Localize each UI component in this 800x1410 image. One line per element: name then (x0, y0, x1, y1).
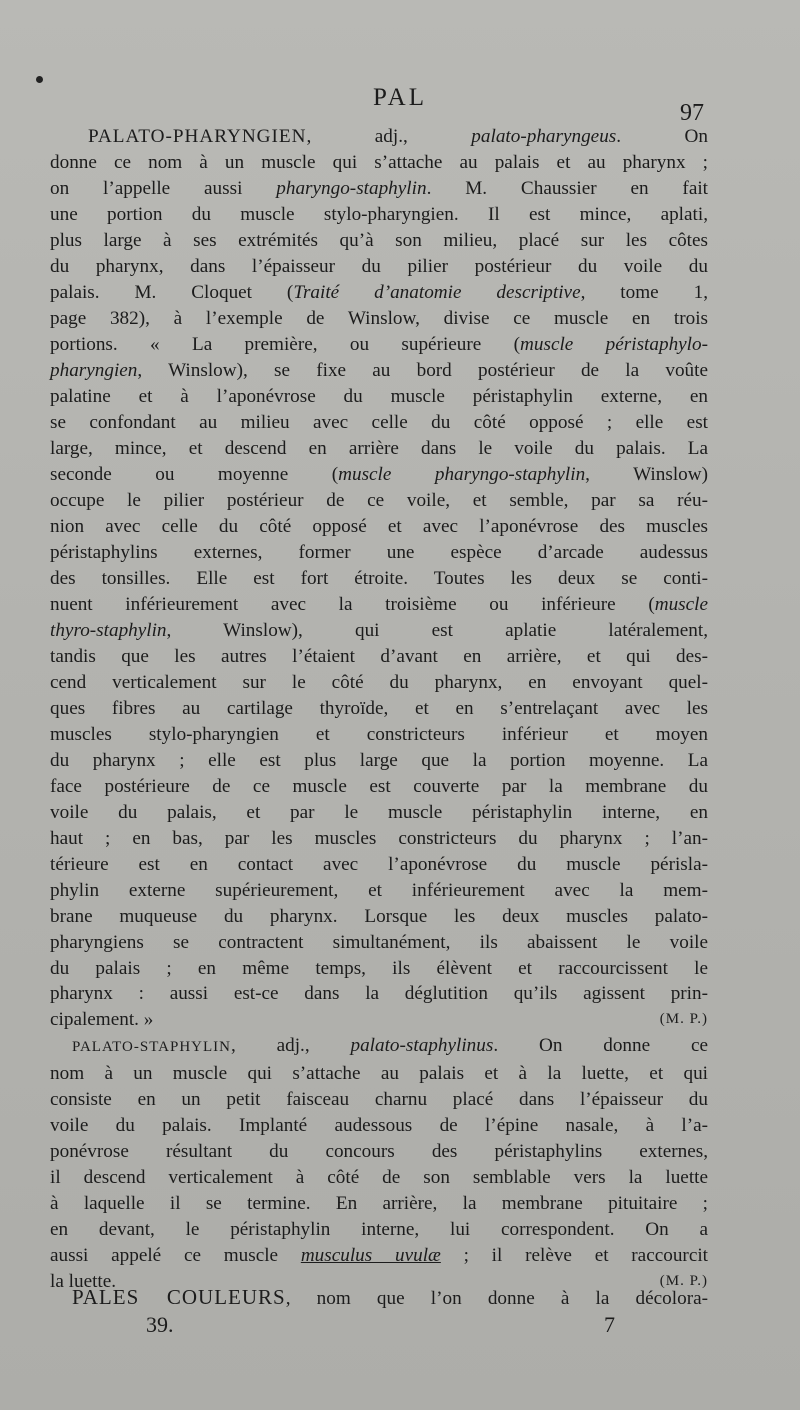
text-line (50, 176, 708, 202)
text-run: muscles stylo-pharyngien et constricteurs inférieur et moyen (50, 723, 708, 745)
text-line (50, 800, 708, 826)
text-line (50, 592, 708, 618)
text-run: palatine et à l’aponévrose du muscle péristaphylin externe, en (50, 385, 708, 407)
text-run: voile du palais. Implanté audessous de l’épine nasale, à l’a- (50, 1115, 708, 1137)
text-line (50, 722, 708, 748)
text-run: , adj., (230, 1035, 351, 1057)
text-line (50, 1007, 708, 1033)
text-line (50, 462, 708, 488)
italic-term: Traité d’anatomie descriptive (293, 281, 581, 303)
text-run: nom à un muscle qui s’attache au palais et à la luette, et qui (50, 1063, 708, 1085)
text-run: du palais ; en même temps, ils élèvent et raccourcissent le (50, 957, 708, 979)
text-run: phylin externe supérieurement, et inférieurement avec la mem- (50, 879, 708, 901)
text-line (50, 774, 708, 800)
text-run: haut ; en bas, par les muscles constricteurs du pharynx ; l’an- (50, 827, 708, 849)
text-run: pharynx : aussi est-ce dans la déglutition qu’ils agissent prin- (50, 983, 708, 1005)
entry-palato-pharyngien (50, 124, 708, 1033)
text-run: seconde ou moyenne ( (50, 463, 339, 485)
text-run: portions. « La première, ou supérieure ( (50, 333, 521, 355)
text-run: face postérieure de ce muscle est couverte par la membrane du (50, 775, 708, 797)
text-line (50, 618, 708, 644)
entry-headword: PALATO-STAPHYLIN (72, 1039, 231, 1056)
text-run: du pharynx, dans l’épaisseur du pilier postérieur du voile du (50, 255, 708, 277)
italic-term: musculus uvulæ (300, 1245, 441, 1267)
italic-term: palato-pharyngeus (471, 126, 617, 147)
text-run: ques fibres au cartilage thyroïde, et en s’entrelaçant avec les (50, 697, 708, 719)
text-line (50, 748, 708, 774)
text-run: nion avec celle du côté opposé et avec l’aponévrose des muscles (50, 515, 708, 537)
text-run: la luette. (50, 1271, 117, 1293)
italic-term: muscle pharyngo-staphylin (338, 463, 586, 485)
text-run: des tonsilles. Elle est fort étroite. Toutes les deux se conti- (50, 567, 708, 589)
text-line (50, 150, 708, 176)
entry-palato-staphylin (50, 1033, 708, 1295)
text-run: ponévrose résultant du concours des péristaphylins externes, (50, 1141, 708, 1163)
page-number: 97 (680, 100, 704, 126)
entry-line (50, 1284, 708, 1312)
text-line (50, 410, 708, 436)
text-line (50, 514, 708, 540)
text-run: cend verticalement sur le côté du pharynx, en envoyant quel- (50, 671, 708, 693)
text-run: , Winslow), qui est aplatie latéralement, (166, 619, 708, 641)
text-run: brane muqueuse du pharynx. Lorsque les deux muscles palato- (50, 905, 708, 927)
text-line (50, 904, 708, 930)
text-run: , adj., (306, 126, 472, 147)
text-run: ; il relève et raccourcit (440, 1245, 708, 1267)
text-line (50, 1165, 708, 1191)
text-line (50, 566, 708, 592)
text-line (50, 254, 708, 280)
text-run: plus large à ses extrémités qu’à son milieu, placé sur les côtes (50, 229, 708, 251)
text-run: se confondant au milieu avec celle du côté opposé ; elle est (50, 411, 708, 433)
signature-mark: 39. (146, 1312, 174, 1337)
italic-term: thyro-staphylin (50, 619, 167, 641)
text-line (50, 878, 708, 904)
text-line (50, 384, 708, 410)
text-run: il descend verticalement à côté de son semblable vers la luette (50, 1167, 708, 1189)
text-run: à laquelle il se termine. En arrière, la membrane pituitaire ; (50, 1193, 708, 1215)
text-run: . On donne ce (493, 1035, 708, 1057)
entry-headword: PALES COULEURS (72, 1285, 286, 1309)
text-run: péristaphylins externes, former une espèce d’arcade audessus (50, 541, 708, 563)
text-line (50, 358, 708, 384)
text-line (50, 228, 708, 254)
text-line (50, 930, 708, 956)
italic-term: muscle péristaphylo- (520, 333, 708, 355)
entry-text: , nom que l’on donne à la décolora- (285, 1288, 708, 1309)
text-line (50, 1087, 708, 1113)
text-line (50, 202, 708, 228)
text-run: en devant, le péristaphylin interne, lui correspondent. On a (50, 1219, 708, 1241)
text-line (50, 332, 708, 358)
dictionary-text (50, 124, 708, 1295)
text-run: , Winslow), se fixe au bord postérieur de la voûte (137, 359, 708, 381)
text-run: aussi appelé ce muscle (50, 1245, 301, 1267)
text-line (50, 1061, 708, 1087)
text-run: nuent inférieurement avec la troisième ou inférieure ( (50, 593, 655, 615)
text-line (50, 436, 708, 462)
text-line (50, 981, 708, 1007)
entry-headword: PALATO-PHARYNGIEN (88, 126, 307, 147)
text-line (50, 1191, 708, 1217)
text-run: palais. M. Cloquet ( (50, 281, 294, 303)
text-line (50, 1217, 708, 1243)
text-line (50, 852, 708, 878)
text-line (50, 1113, 708, 1139)
text-line (50, 956, 708, 982)
text-line (50, 306, 708, 332)
ink-spot (36, 76, 43, 83)
text-line (50, 670, 708, 696)
catchword: 7 (604, 1312, 615, 1337)
text-run: on l’appelle aussi (50, 177, 277, 199)
text-run: large, mince, et descend en arrière dans le voile du palais. La (50, 437, 708, 459)
text-run: du pharynx ; elle est plus large que la portion moyenne. La (50, 749, 708, 771)
text-line (50, 280, 708, 306)
text-line (50, 1139, 708, 1165)
text-run: donne ce nom à un muscle qui s’attache au palais et au pharynx ; (50, 151, 708, 173)
text-run: , tome 1, (580, 281, 708, 303)
text-line (50, 540, 708, 566)
text-line (50, 826, 708, 852)
text-line (50, 124, 708, 150)
italic-term: pharyngo-staphylin (276, 177, 427, 199)
text-run: voile du palais, et par le muscle péristaphylin interne, en (50, 801, 708, 823)
text-line (50, 696, 708, 722)
text-line (50, 1243, 708, 1269)
italic-term: pharyngien (50, 359, 138, 381)
text-run: consiste en un petit faisceau charnu placé dans l’épaisseur du (50, 1089, 708, 1111)
author-initials: (M. P.) (659, 1273, 708, 1290)
text-run: . M. Chaussier en fait (426, 177, 708, 199)
text-run: tandis que les autres l’étaient d’avant en arrière, et qui des- (50, 645, 708, 667)
text-run: , Winslow) (585, 463, 708, 485)
text-run: térieure est en contact avec l’aponévrose du muscle périsla- (50, 853, 708, 875)
text-run: occupe le pilier postérieur de ce voile, et semble, par sa réu- (50, 489, 708, 511)
author-initials: (M. P.) (659, 1011, 708, 1028)
text-run: pharyngiens se contractent simultanément, ils abaissent le voile (50, 931, 708, 953)
entry-pales-couleurs (50, 1284, 708, 1312)
text-run: une portion du muscle stylo-pharyngien. Il est mince, aplati, (50, 203, 708, 225)
text-run: cipalement. » (50, 1009, 154, 1031)
text-line (50, 1033, 708, 1061)
text-line (50, 644, 708, 670)
text-run: . On (616, 126, 708, 147)
italic-term: palato-staphylinus (350, 1035, 494, 1057)
running-head: PAL (373, 84, 427, 111)
italic-term: muscle (654, 593, 708, 615)
text-run: page 382), à l’exemple de Winslow, divise ce muscle en trois (50, 307, 708, 329)
text-line (50, 488, 708, 514)
